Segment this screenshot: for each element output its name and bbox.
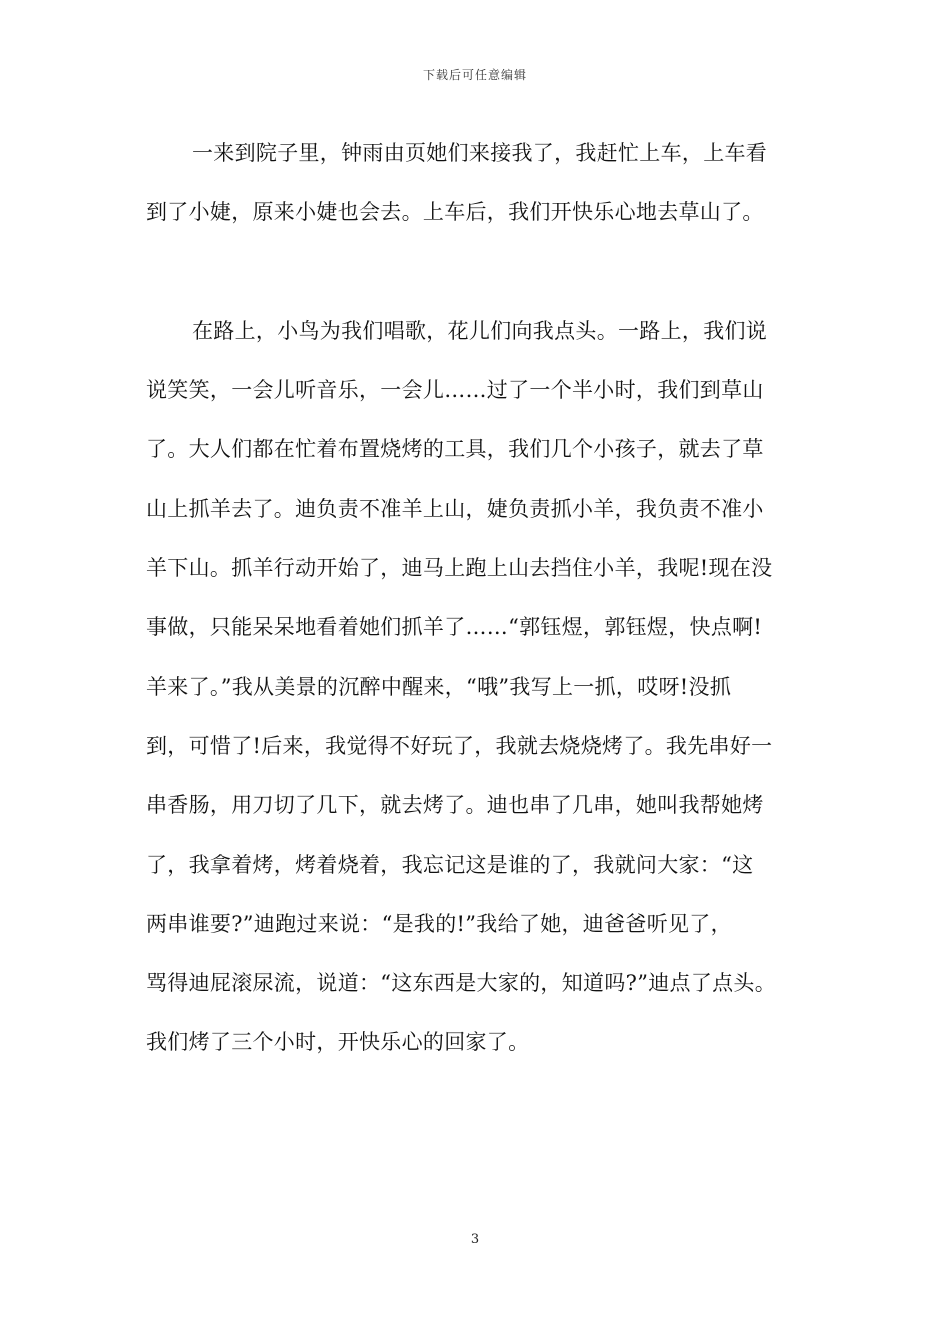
paragraph-gap xyxy=(146,243,818,302)
text-line: 山上抓羊去了。迪负责不准羊上山，婕负责抓小羊，我负责不准小 xyxy=(146,496,764,521)
text-line: 我们烤了三个小时，开快乐心的回家了。 xyxy=(146,1030,530,1055)
text-line: 了，我拿着烤，烤着烧着，我忘记这是谁的了，我就问大家：“这 xyxy=(146,852,754,877)
text-line: 到了小婕，原来小婕也会去。上车后，我们开快乐心地去草山了。 xyxy=(146,200,764,225)
text-line: 在路上，小鸟为我们唱歌，花儿们向我点头。一路上，我们说 xyxy=(192,318,768,343)
text-line: 羊来了。”我从美景的沉醉中醒来，“哦”我写上一抓，哎呀!没抓 xyxy=(146,674,732,699)
page-number: 3 xyxy=(470,1232,480,1247)
paragraph-2 xyxy=(146,302,818,1073)
text-line: 羊下山。抓羊行动开始了，迪马上跑上山去挡住小羊，我呢!现在没 xyxy=(146,556,773,581)
document-body xyxy=(146,124,818,1073)
text-line: 骂得迪屁滚尿流，说道：“这东西是大家的，知道吗?”迪点了点头。 xyxy=(146,971,777,996)
text-line: 到，可惜了!后来，我觉得不好玩了，我就去烧烧烤了。我先串好一 xyxy=(146,733,773,758)
text-line: 一来到院子里，钟雨由页她们来接我了，我赶忙上车，上车看 xyxy=(192,141,768,165)
text-line: 说笑笑，一会儿听音乐，一会儿……过了一个半小时，我们到草山 xyxy=(146,378,764,403)
page-header: 下载后可任意编辑 xyxy=(422,68,527,82)
text-line: 事做，只能呆呆地看着她们抓羊了……“郭钰煜，郭钰煜，快点啊! xyxy=(146,615,763,640)
paragraph-1 xyxy=(146,124,818,243)
text-line: 两串谁要?”迪跑过来说：“是我的!”我给了她，迪爸爸听见了， xyxy=(146,911,732,936)
text-line: 了。大人们都在忙着布置烧烤的工具，我们几个小孩子，就去了草 xyxy=(146,437,764,462)
text-line: 串香肠，用刀切了几下，就去烤了。迪也串了几串，她叫我帮她烤 xyxy=(146,793,764,818)
